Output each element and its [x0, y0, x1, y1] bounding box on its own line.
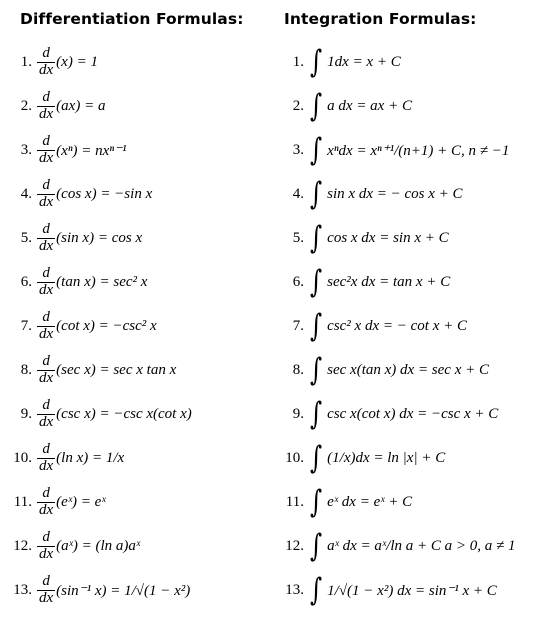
- integral-sign: ∫: [310, 307, 323, 344]
- formula-expression: xⁿdx = xⁿ⁺¹/(n+1) + C, n ≠ −1: [327, 142, 510, 159]
- differentiation-formula: [10, 84, 105, 128]
- formula-expression: (aˣ) = (ln a)aˣ: [56, 537, 141, 554]
- formula-number: 3.: [20, 141, 32, 158]
- differentiation-formula: [10, 568, 190, 612]
- operator-numerator: d: [42, 264, 50, 281]
- integration-formula: [280, 84, 412, 128]
- operator-denominator: dx: [39, 193, 54, 210]
- operator-numerator: d: [42, 484, 50, 501]
- formula-expression: (cot x) = −csc² x: [56, 317, 157, 334]
- differentiation-formula: [10, 172, 152, 216]
- integration-formula: [280, 524, 515, 568]
- integration-formula: [280, 392, 498, 436]
- integral-sign: ∫: [310, 175, 323, 212]
- integration-formula: [280, 436, 445, 480]
- formula-number: 12.: [13, 537, 32, 554]
- formula-number: 1.: [292, 53, 304, 70]
- integration-formula: [280, 40, 401, 84]
- differentiation-formula: [10, 260, 147, 304]
- derivative-operator: [37, 354, 55, 387]
- formula-number: 2.: [20, 97, 32, 114]
- formula-number: 3.: [292, 141, 304, 158]
- derivative-operator: [37, 398, 55, 431]
- formula-expression: (x) = 1: [56, 53, 98, 70]
- derivative-operator: [37, 310, 55, 343]
- formula-number: 6.: [292, 273, 304, 290]
- formula-expression: (ln x) = 1/x: [56, 449, 125, 466]
- integration-header: Integration Formulas:: [284, 10, 477, 28]
- formula-number: 8.: [292, 361, 304, 378]
- operator-numerator: d: [42, 220, 50, 237]
- integration-formula: [280, 128, 509, 172]
- integral-sign: ∫: [310, 351, 323, 388]
- formula-expression: (sin⁻¹ x) = 1/√(1 − x²): [56, 582, 191, 599]
- operator-denominator: dx: [39, 413, 54, 430]
- differentiation-formula: [10, 128, 126, 172]
- integral-sign: ∫: [310, 483, 323, 520]
- differentiation-formula: [10, 348, 176, 392]
- operator-denominator: dx: [39, 149, 54, 166]
- integral-sign: ∫: [310, 395, 323, 432]
- formula-expression: (tan x) = sec² x: [56, 273, 148, 290]
- operator-denominator: dx: [39, 545, 54, 562]
- formula-expression: 1/√(1 − x²) dx = sin⁻¹ x + C: [327, 582, 497, 599]
- formula-number: 5.: [20, 229, 32, 246]
- formula-expression: eˣ dx = eˣ + C: [327, 493, 413, 510]
- derivative-operator: [37, 46, 55, 79]
- formula-number: 11.: [285, 493, 304, 510]
- formula-number: 10.: [285, 449, 304, 466]
- formula-number: 1.: [20, 53, 32, 70]
- formula-expression: sec x(tan x) dx = sec x + C: [327, 361, 489, 378]
- operator-numerator: d: [42, 308, 50, 325]
- operator-denominator: dx: [39, 61, 54, 78]
- formula-expression: sec²x dx = tan x + C: [327, 273, 451, 290]
- operator-denominator: dx: [39, 281, 54, 298]
- differentiation-formula: [10, 216, 142, 260]
- operator-denominator: dx: [39, 237, 54, 254]
- differentiation-formula: [10, 480, 106, 524]
- integration-formula: [280, 568, 497, 612]
- operator-numerator: d: [42, 88, 50, 105]
- formula-expression: cos x dx = sin x + C: [327, 229, 449, 246]
- integral-sign: ∫: [310, 219, 323, 256]
- derivative-operator: [37, 530, 55, 563]
- differentiation-header: Differentiation Formulas:: [20, 10, 244, 28]
- formula-expression: aˣ dx = aˣ/ln a + C a > 0, a ≠ 1: [327, 537, 516, 554]
- formula-number: 2.: [292, 97, 304, 114]
- integral-sign: ∫: [310, 263, 323, 300]
- formula-expression: 1dx = x + C: [327, 53, 401, 70]
- differentiation-formula: [10, 524, 140, 568]
- integration-formula: [280, 480, 412, 524]
- formula-expression: sin x dx = − cos x + C: [327, 185, 463, 202]
- differentiation-formula: [10, 304, 157, 348]
- operator-denominator: dx: [39, 325, 54, 342]
- operator-numerator: d: [42, 176, 50, 193]
- differentiation-formula: [10, 392, 192, 436]
- operator-numerator: d: [42, 44, 50, 61]
- operator-numerator: d: [42, 132, 50, 149]
- formula-expression: (xⁿ) = nxⁿ⁻¹: [56, 142, 127, 159]
- integral-sign: ∫: [310, 87, 323, 124]
- integration-formula: [280, 172, 463, 216]
- integral-sign: ∫: [310, 571, 323, 608]
- formula-number: 12.: [285, 537, 304, 554]
- operator-denominator: dx: [39, 589, 54, 606]
- formula-expression: (sec x) = sec x tan x: [56, 361, 177, 378]
- formula-number: 4.: [20, 185, 32, 202]
- formula-expression: (ax) = a: [56, 97, 106, 114]
- derivative-operator: [37, 442, 55, 475]
- derivative-operator: [37, 486, 55, 519]
- derivative-operator: [37, 134, 55, 167]
- formula-number: 13.: [13, 581, 32, 598]
- differentiation-formula: [10, 436, 124, 480]
- integral-sign: ∫: [310, 527, 323, 564]
- formula-number: 6.: [20, 273, 32, 290]
- integral-sign: ∫: [310, 43, 323, 80]
- operator-numerator: d: [42, 528, 50, 545]
- derivative-operator: [37, 574, 55, 607]
- formula-number: 7.: [292, 317, 304, 334]
- operator-numerator: d: [42, 440, 50, 457]
- derivative-operator: [37, 266, 55, 299]
- derivative-operator: [37, 178, 55, 211]
- formula-number: 4.: [292, 185, 304, 202]
- formula-expression: csc² x dx = − cot x + C: [327, 317, 467, 334]
- integration-formula: [280, 260, 450, 304]
- formula-number: 9.: [20, 405, 32, 422]
- operator-denominator: dx: [39, 369, 54, 386]
- differentiation-formula: [10, 40, 98, 84]
- integral-sign: ∫: [310, 439, 323, 476]
- formula-expression: (sin x) = cos x: [56, 229, 143, 246]
- formula-number: 7.: [20, 317, 32, 334]
- formula-number: 13.: [285, 581, 304, 598]
- derivative-operator: [37, 222, 55, 255]
- operator-numerator: d: [42, 396, 50, 413]
- integral-sign: ∫: [310, 131, 323, 168]
- formula-expression: csc x(cot x) dx = −csc x + C: [327, 405, 499, 422]
- formula-expression: (1/x)dx = ln |x| + C: [327, 449, 446, 466]
- formula-number: 5.: [292, 229, 304, 246]
- formula-number: 8.: [20, 361, 32, 378]
- operator-numerator: d: [42, 352, 50, 369]
- derivative-operator: [37, 90, 55, 123]
- operator-denominator: dx: [39, 105, 54, 122]
- formula-expression: (cos x) = −sin x: [56, 185, 153, 202]
- formula-expression: a dx = ax + C: [327, 97, 412, 114]
- operator-denominator: dx: [39, 457, 54, 474]
- integration-formula: [280, 216, 449, 260]
- formula-expression: (eˣ) = eˣ: [56, 493, 106, 510]
- formula-number: 11.: [13, 493, 32, 510]
- operator-numerator: d: [42, 572, 50, 589]
- formula-expression: (csc x) = −csc x(cot x): [56, 405, 192, 422]
- integration-formula: [280, 304, 467, 348]
- formula-number: 9.: [292, 405, 304, 422]
- formula-number: 10.: [13, 449, 32, 466]
- integration-formula: [280, 348, 489, 392]
- operator-denominator: dx: [39, 501, 54, 518]
